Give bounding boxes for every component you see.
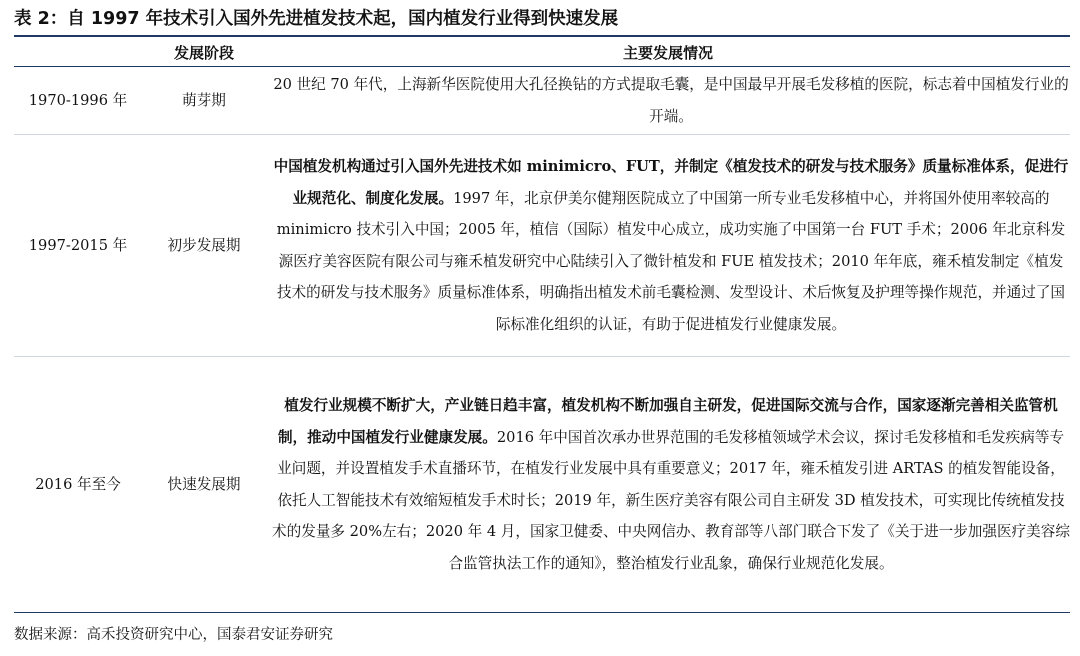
table-row bbox=[14, 135, 1070, 357]
description-cell bbox=[266, 357, 1070, 613]
stage-cell: 初步发展期 bbox=[142, 135, 266, 357]
top-rule bbox=[14, 35, 1070, 37]
data-source-note: 数据来源：高禾投资研究中心，国泰君安证券研究 bbox=[14, 627, 333, 643]
description-text: 1997 年，北京伊美尔健翔医院成立了中国第一所专业毛发移植中心，并将国外使用率较高的 minimicro 技术引入中国；2005 年，植信（国际）植发中心成立，成功实施了中国第一台 FUT 手术；2006 年北京科发源医疗美容医院有限公司与雍禾植发研究中心陆续引入了微针植发和 FUE 植发技术；2010 年年底，雍禾植发制定《植发技术的研发与技术服务》质量标准体系，明确指出植发术前毛囊检测、发型设计、术后恢复及护理等操作规范，并通过了国际标准化组织的认证，有助于促进植发行业健康发展。 bbox=[276, 189, 1066, 333]
development-table bbox=[14, 38, 1070, 613]
period-cell: 1997-2015 年 bbox=[14, 135, 142, 357]
description-highlight: 植发行业规模不断扩大，产业链日趋丰富，植发机构不断加强自主研发，促进国际交流与合作，国家逐渐完善相关监管机制，推动中国植发行业健康发展。 bbox=[277, 396, 1058, 446]
header-stage: 发展阶段 bbox=[142, 38, 266, 67]
table-header-row bbox=[14, 38, 1070, 67]
description-cell bbox=[266, 67, 1070, 135]
period-cell: 1970-1996 年 bbox=[14, 67, 142, 135]
table-row bbox=[14, 67, 1070, 135]
table-row bbox=[14, 357, 1070, 613]
period-cell: 2016 年至今 bbox=[14, 357, 142, 613]
header-description: 主要发展情况 bbox=[266, 38, 1070, 67]
header-period bbox=[14, 38, 142, 67]
description-highlight: 中国植发机构通过引入国外先进技术如 minimicro、FUT，并制定《植发技术的研发与技术服务》质量标准体系，促进行业规范化、制度化发展。 bbox=[273, 157, 1069, 207]
description-text: 20 世纪 70 年代，上海新华医院使用大孔径换钻的方式提取毛囊，是中国最早开展毛发移植的医院，标志着中国植发行业的开端。 bbox=[273, 76, 1069, 125]
description-cell bbox=[266, 135, 1070, 357]
description-text: 2016 年中国首次承办世界范围的毛发移植领域学术会议，探讨毛发移植和毛发疾病等专业问题，并设置植发手术直播环节，在植发行业发展中具有重要意义；2017 年，雍禾植发引进 ARTAS 的植发智能设备，依托人工智能技术有效缩短植发手术时长；2019 年，新生医疗美容有限公司自主研发 3D 植发技术，可实现比传统植发技术的发量多 20%左右；2020 年 4 月，国家卫健委、中央网信办、教育部等八部门联合下发了《关于进一步加强医疗美容综合监管执法工作的通知》，整治植发行业乱象，确保行业规范化发展。 bbox=[272, 428, 1070, 572]
table-title: 表 2：自 1997 年技术引入国外先进植发技术起，国内植发行业得到快速发展 bbox=[14, 9, 619, 29]
stage-cell: 快速发展期 bbox=[142, 357, 266, 613]
stage-cell: 萌芽期 bbox=[142, 67, 266, 135]
